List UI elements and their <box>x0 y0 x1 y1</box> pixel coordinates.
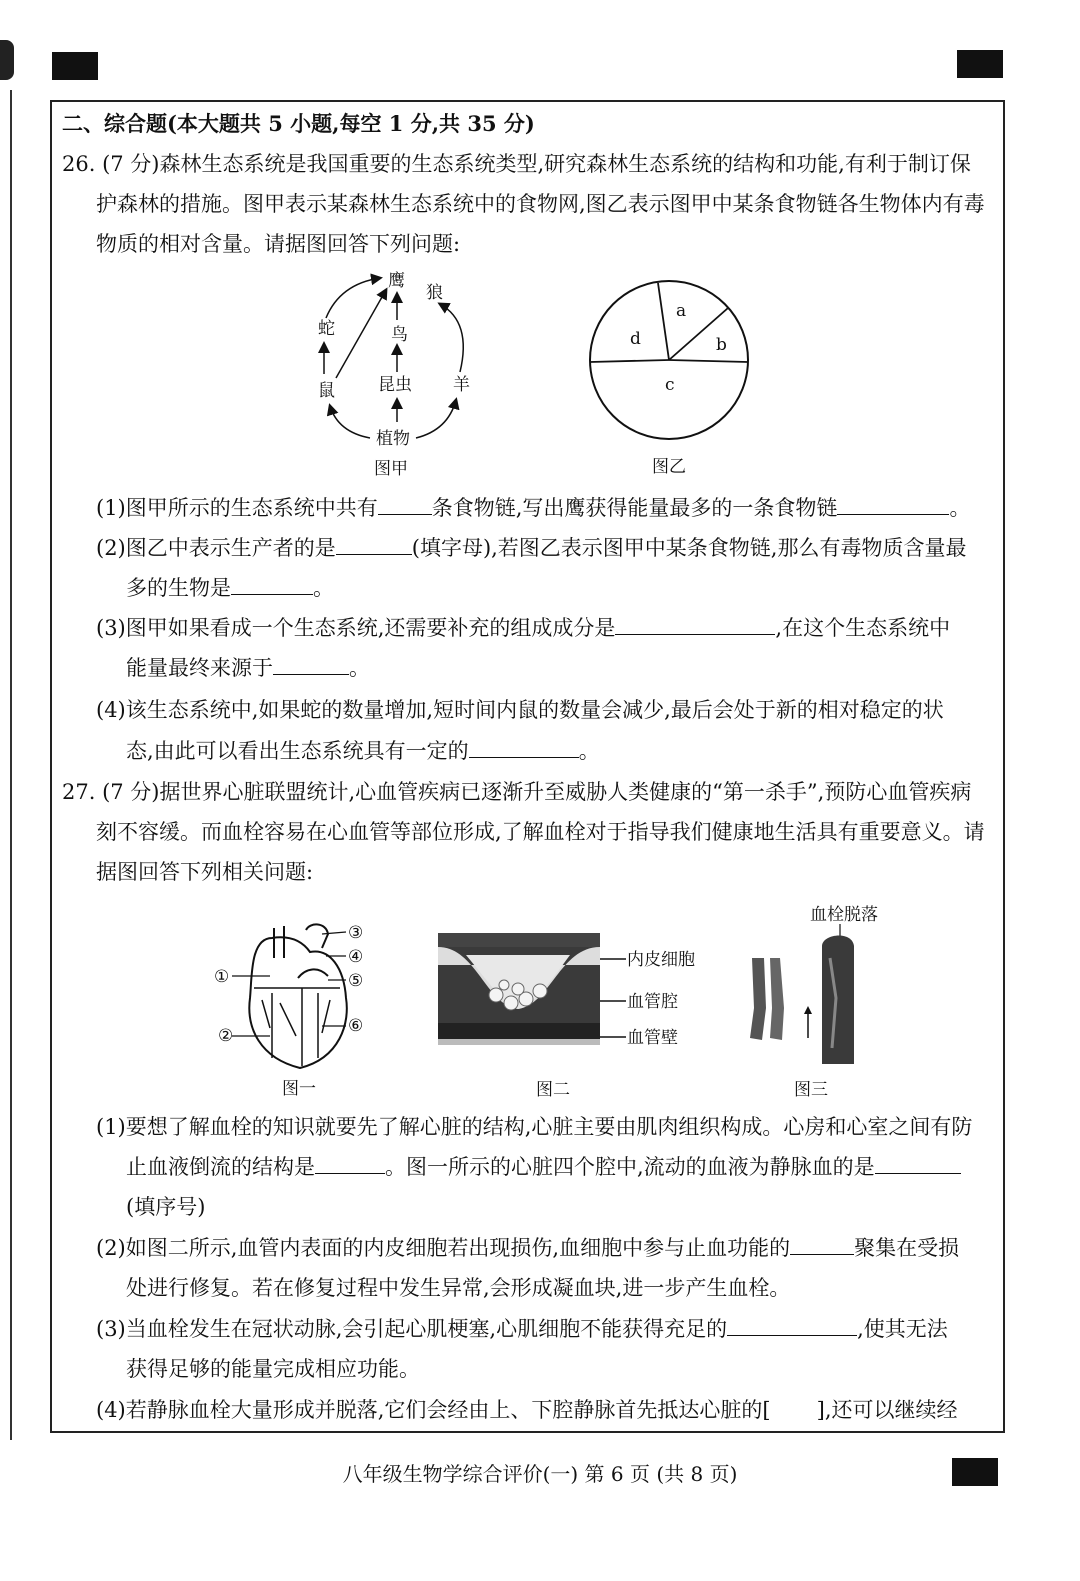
fig1-caption: 图一 <box>282 1079 316 1099</box>
pie-label-d: d <box>630 329 641 349</box>
q27-sub2-text-b: 聚集在受损 <box>854 1236 960 1260</box>
blank[interactable] <box>615 614 775 635</box>
node-plant: 植物 <box>376 429 410 449</box>
q27-sub1-text-b: 止血液倒流的结构是 <box>126 1155 315 1179</box>
vessel-label-endothelium: 内皮细胞 <box>627 950 695 970</box>
heart-num-5: ⑤ <box>348 971 364 991</box>
q27-sub1-line-3: (填序号) <box>126 1195 206 1219</box>
blank[interactable] <box>727 1315 857 1336</box>
node-bird: 鸟 <box>391 325 408 345</box>
q27-sub4-text-b: ],还可以继续经 <box>816 1398 958 1422</box>
q26-sub4-line-1: (4)该生态系统中,如果蛇的数量增加,短时间内鼠的数量会减少,最后会处于新的相对稳定的状 <box>96 698 944 722</box>
fig-yi-caption: 图乙 <box>652 457 686 477</box>
blank[interactable] <box>231 574 313 595</box>
q26-sub2-text-c: 多的生物是 <box>126 576 231 600</box>
registration-mark-top-right <box>957 50 1003 78</box>
q27-sub3-text-a: (3)当血栓发生在冠状动脉,会引起心肌梗塞,心肌细胞不能获得充足的 <box>96 1317 728 1341</box>
vessel-label-lumen: 血管腔 <box>627 992 678 1012</box>
q26-sub3-text-d: 。 <box>349 656 370 680</box>
q27-intro-line-1: 27. (7 分)据世界心脏联盟统计,心血管疾病已逐渐升至威胁人类健康的“第一杀手”,预防心血管疾病 <box>62 780 972 804</box>
q26-sub4-text-b: 态,由此可以看出生态系统具有一定的 <box>126 739 469 763</box>
q26-intro-line-2: 护森林的措施。图甲表示某森林生态系统中的食物网,图乙表示图甲中某条食物链各生物体内有毒 <box>96 192 985 216</box>
q27-sub2-line-1 <box>96 1234 959 1262</box>
blank[interactable] <box>315 1153 385 1174</box>
vessel-label-wall: 血管壁 <box>627 1028 678 1048</box>
page-footer: 八年级生物学综合评价(一) 第 6 页 (共 8 页) <box>342 1462 738 1486</box>
q27-sub1-text-c: 。图一所示的心脏四个腔中,流动的血液为静脉血的是 <box>385 1155 875 1179</box>
registration-mark-top-left <box>52 52 98 80</box>
blank[interactable] <box>837 494 949 515</box>
q27-sub3-line-2: 获得足够的能量完成相应功能。 <box>126 1357 420 1381</box>
q26-sub3-line-1 <box>96 614 950 642</box>
blank[interactable] <box>378 494 432 515</box>
q27-sub4-text-a: (4)若静脉血栓大量形成并脱落,它们会经由上、下腔静脉首先抵达心脏的[ <box>96 1398 771 1422</box>
q27-sub3-line-1 <box>96 1315 948 1343</box>
fig2-caption: 图二 <box>536 1080 570 1100</box>
blank[interactable] <box>469 737 579 758</box>
fig3-caption: 图三 <box>794 1080 828 1100</box>
q27-sub3-text-b: ,使其无法 <box>857 1317 948 1341</box>
q27-sub2-text-a: (2)如图二所示,血管内表面的内皮细胞若出现损伤,血细胞中参与止血功能的 <box>96 1236 791 1260</box>
food-web-diagram <box>300 262 490 482</box>
heart-num-6: ⑥ <box>348 1016 364 1036</box>
q27-sub2-line-2: 处进行修复。若在修复过程中发生异常,会形成凝血块,进一步产生血栓。 <box>126 1276 791 1300</box>
blank[interactable] <box>875 1153 961 1174</box>
heart-num-1: ① <box>214 967 230 987</box>
blank[interactable] <box>273 654 349 675</box>
q26-sub2-text-d: 。 <box>313 576 334 600</box>
binding-line <box>10 90 12 1440</box>
q27-sub1-line-1: (1)要想了解血栓的知识就要先了解心脏的结构,心脏主要由肌肉组织构成。心房和心室之间有防 <box>96 1115 973 1139</box>
q26-sub3-text-b: ,在这个生态系统中 <box>775 616 951 640</box>
q26-sub3-text-c: 能量最终来源于 <box>126 656 273 680</box>
q26-sub3-line-2 <box>126 654 370 682</box>
pie-label-b: b <box>716 335 727 355</box>
pie-label-a: a <box>676 301 687 321</box>
heart-diagram <box>210 918 390 1103</box>
q27-intro-line-2: 刻不容缓。而血栓容易在心血管等部位形成,了解血栓对于指导我们健康地生活具有重要意义。请 <box>96 820 985 844</box>
blood-vessel-diagram <box>436 925 706 1103</box>
node-rat: 鼠 <box>318 381 335 401</box>
toxin-pie-chart <box>580 272 760 482</box>
heart-num-3: ③ <box>348 923 364 943</box>
q26-intro-line-3: 物质的相对含量。请据图回答下列问题: <box>96 232 461 256</box>
node-sheep: 羊 <box>453 375 470 395</box>
q26-sub4-text-c: 。 <box>578 739 600 763</box>
blank[interactable] <box>790 1234 854 1255</box>
heart-num-2: ② <box>218 1026 234 1046</box>
q26-sub2-line-1 <box>96 534 966 562</box>
node-insect: 昆虫 <box>378 375 412 395</box>
q26-sub2-text-a: (2)图乙中表示生产者的是 <box>96 536 336 560</box>
node-wolf: 狼 <box>426 283 443 303</box>
q26-intro-line-1: 26. (7 分)森林生态系统是我国重要的生态系统类型,研究森林生态系统的结构和功能,有利于制订保 <box>62 152 971 176</box>
thrombus-label: 血栓脱落 <box>810 905 878 925</box>
q26-sub1-text-b: 条食物链,写出鹰获得能量最多的一条食物链 <box>431 496 838 520</box>
fig-jia-caption: 图甲 <box>374 459 408 479</box>
heart-num-4: ④ <box>348 947 364 967</box>
node-snake: 蛇 <box>318 319 335 339</box>
q27-sub4-line-1 <box>96 1396 958 1424</box>
section-title: 二、综合题(本大题共 5 小题,每空 1 分,共 35 分) <box>62 111 535 136</box>
scan-edge-mark <box>0 40 14 80</box>
q26-sub1 <box>96 494 970 522</box>
q26-sub1-text-a: (1)图甲所示的生态系统中共有 <box>96 496 378 520</box>
q26-sub4-line-2 <box>126 737 600 765</box>
q26-sub2-line-2 <box>126 574 334 602</box>
q26-sub2-text-b: (填字母),若图乙表示图甲中某条食物链,那么有毒物质含量最 <box>411 536 967 560</box>
pie-label-c: c <box>665 375 675 395</box>
node-eagle: 鹰 <box>388 271 405 291</box>
q26-sub1-text-c: 。 <box>949 496 971 520</box>
q27-sub1-line-2 <box>126 1153 961 1181</box>
blank[interactable] <box>336 534 412 555</box>
q27-intro-line-3: 据图回答下列相关问题: <box>96 860 314 884</box>
q26-sub3-text-a: (3)图甲如果看成一个生态系统,还需要补充的组成成分是 <box>96 616 616 640</box>
thrombus-diagram <box>740 898 900 1103</box>
